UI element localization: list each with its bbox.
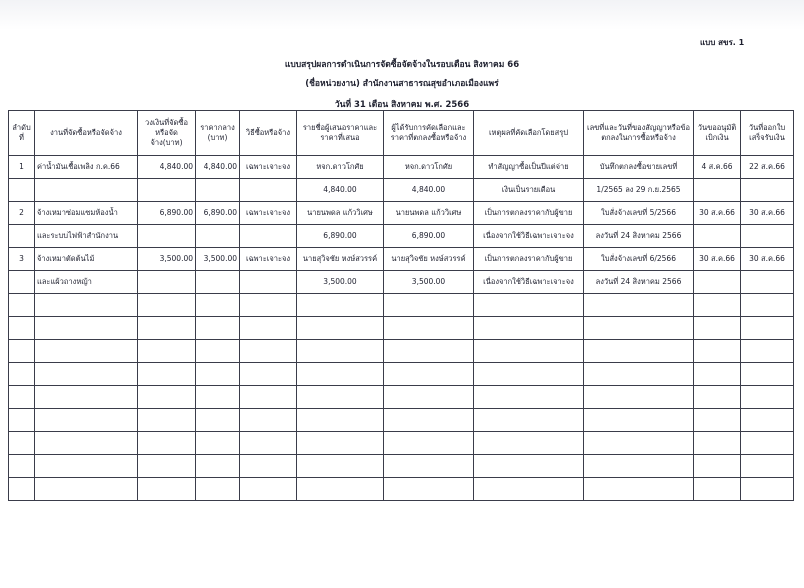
form-code: แบบ สขร. 1	[700, 38, 745, 47]
cell-selected-vendor-and-price	[384, 317, 474, 340]
column-header-procurement-method: วิธีซื้อหรือจ้าง	[240, 111, 297, 156]
cell-bidders-and-prices: 3,500.00	[297, 271, 384, 294]
document-date: วันที่ 31 เดือน สิงหาคม พ.ศ. 2566	[334, 100, 470, 110]
cell-budget-amount	[138, 225, 196, 248]
cell-disbursement-request-date	[694, 317, 741, 340]
cell-procurement-method: เฉพาะเจาะจง	[240, 156, 297, 179]
cell-work-item	[35, 179, 138, 202]
cell-receipt-date	[741, 317, 794, 340]
cell-bidders-and-prices	[297, 455, 384, 478]
cell-median-price	[196, 340, 240, 363]
cell-bidders-and-prices	[297, 294, 384, 317]
cell-median-price	[196, 386, 240, 409]
cell-receipt-date	[741, 455, 794, 478]
cell-selection-reason	[474, 386, 584, 409]
cell-budget-amount	[138, 409, 196, 432]
cell-bidders-and-prices: 4,840.00	[297, 179, 384, 202]
cell-procurement-method	[240, 478, 297, 501]
cell-procurement-method	[240, 294, 297, 317]
cell-contract-no-and-date	[584, 340, 694, 363]
cell-selection-reason	[474, 294, 584, 317]
column-header-seq-no: ลำดับที่	[9, 111, 35, 156]
cell-procurement-method	[240, 409, 297, 432]
cell-budget-amount	[138, 432, 196, 455]
cell-selected-vendor-and-price: 3,500.00	[384, 271, 474, 294]
cell-budget-amount: 3,500.00	[138, 248, 196, 271]
cell-bidders-and-prices: นายสุวิจชัย หงษ์สวรรค์	[297, 248, 384, 271]
cell-budget-amount	[138, 271, 196, 294]
cell-receipt-date	[741, 225, 794, 248]
cell-disbursement-request-date	[694, 225, 741, 248]
cell-budget-amount	[138, 340, 196, 363]
cell-median-price	[196, 432, 240, 455]
cell-procurement-method	[240, 340, 297, 363]
cell-bidders-and-prices	[297, 478, 384, 501]
cell-receipt-date	[741, 179, 794, 202]
cell-median-price: 6,890.00	[196, 202, 240, 225]
cell-median-price: 3,500.00	[196, 248, 240, 271]
cell-bidders-and-prices	[297, 363, 384, 386]
scan-top-shadow	[0, 0, 804, 30]
table-header-row	[9, 111, 794, 156]
column-header-work-item: งานที่จัดซื้อหรือจัดจ้าง	[35, 111, 138, 156]
cell-selection-reason	[474, 478, 584, 501]
cell-procurement-method	[240, 432, 297, 455]
cell-seq-no	[9, 478, 35, 501]
cell-selected-vendor-and-price	[384, 363, 474, 386]
cell-procurement-method	[240, 455, 297, 478]
cell-contract-no-and-date: ใบสั่งจ้างเลขที่ 5/2566	[584, 202, 694, 225]
cell-median-price	[196, 317, 240, 340]
cell-receipt-date: 22 ส.ค.66	[741, 156, 794, 179]
cell-disbursement-request-date	[694, 432, 741, 455]
column-header-disbursement-request-date: วันขออนุมัติเบิกเงิน	[694, 111, 741, 156]
cell-contract-no-and-date	[584, 386, 694, 409]
cell-disbursement-request-date	[694, 455, 741, 478]
cell-seq-no	[9, 409, 35, 432]
cell-selected-vendor-and-price: นายนพดล แก้ววิเศษ	[384, 202, 474, 225]
column-header-median-price: ราคากลาง (บาท)	[196, 111, 240, 156]
column-header-receipt-date: วันที่ออกใบเสร็จรับเงิน	[741, 111, 794, 156]
cell-selected-vendor-and-price: 6,890.00	[384, 225, 474, 248]
cell-receipt-date	[741, 432, 794, 455]
cell-bidders-and-prices	[297, 317, 384, 340]
cell-selected-vendor-and-price: หจก.ดาวโกศัย	[384, 156, 474, 179]
cell-median-price	[196, 294, 240, 317]
cell-contract-no-and-date: 1/2565 ลง 29 ก.ย.2565	[584, 179, 694, 202]
cell-work-item: จ้างเหมาซ่อมแซมห้องน้ำ	[35, 202, 138, 225]
cell-work-item: ค่าน้ำมันเชื้อเพลิง ก.ค.66	[35, 156, 138, 179]
cell-disbursement-request-date	[694, 271, 741, 294]
cell-selected-vendor-and-price	[384, 478, 474, 501]
cell-median-price	[196, 225, 240, 248]
cell-disbursement-request-date	[694, 294, 741, 317]
cell-median-price	[196, 179, 240, 202]
cell-contract-no-and-date: บันทึกตกลงซื้อขายเลขที่	[584, 156, 694, 179]
cell-selection-reason: เป็นการตกลงราคากับผู้ขาย	[474, 202, 584, 225]
table-row	[9, 363, 794, 386]
cell-selected-vendor-and-price	[384, 294, 474, 317]
cell-receipt-date	[741, 271, 794, 294]
cell-selection-reason: เนื่องจากใช้วิธีเฉพาะเจาะจง	[474, 271, 584, 294]
column-header-selection-reason: เหตุผลที่คัดเลือกโดยสรุป	[474, 111, 584, 156]
cell-seq-no	[9, 363, 35, 386]
cell-median-price	[196, 478, 240, 501]
cell-contract-no-and-date	[584, 409, 694, 432]
cell-budget-amount	[138, 294, 196, 317]
cell-selection-reason: ทำสัญญาซื้อเป็นปีแต่จ่าย	[474, 156, 584, 179]
document-title: แบบสรุปผลการดำเนินการจัดซื้อจัดจ้างในรอบเดือน สิงหาคม 66	[284, 60, 520, 70]
cell-selected-vendor-and-price	[384, 340, 474, 363]
table-row	[9, 179, 794, 202]
cell-bidders-and-prices	[297, 340, 384, 363]
cell-disbursement-request-date	[694, 386, 741, 409]
cell-seq-no: 3	[9, 248, 35, 271]
cell-budget-amount	[138, 317, 196, 340]
table-row	[9, 432, 794, 455]
cell-selection-reason	[474, 409, 584, 432]
cell-receipt-date	[741, 363, 794, 386]
cell-seq-no	[9, 179, 35, 202]
table-row	[9, 202, 794, 225]
cell-selection-reason	[474, 340, 584, 363]
cell-work-item: จ้างเหมาตัดต้นไม้	[35, 248, 138, 271]
cell-receipt-date	[741, 409, 794, 432]
procurement-summary-table	[8, 110, 794, 501]
cell-seq-no: 2	[9, 202, 35, 225]
cell-procurement-method	[240, 225, 297, 248]
cell-median-price	[196, 409, 240, 432]
table-row	[9, 294, 794, 317]
cell-bidders-and-prices: หจก.ดาวโกศัย	[297, 156, 384, 179]
cell-selected-vendor-and-price	[384, 386, 474, 409]
cell-contract-no-and-date	[584, 363, 694, 386]
cell-receipt-date	[741, 478, 794, 501]
cell-bidders-and-prices	[297, 409, 384, 432]
cell-contract-no-and-date: ลงวันที่ 24 สิงหาคม 2566	[584, 225, 694, 248]
table-row	[9, 409, 794, 432]
table-row	[9, 248, 794, 271]
cell-selection-reason: เงินเป็นรายเดือน	[474, 179, 584, 202]
table-row	[9, 386, 794, 409]
cell-work-item	[35, 455, 138, 478]
cell-bidders-and-prices: 6,890.00	[297, 225, 384, 248]
cell-median-price	[196, 363, 240, 386]
cell-disbursement-request-date	[694, 478, 741, 501]
column-header-contract-no-and-date: เลขที่และวันที่ของสัญญาหรือข้อตกลงในการซื้อหรือจ้าง	[584, 111, 694, 156]
cell-procurement-method	[240, 363, 297, 386]
cell-bidders-and-prices	[297, 432, 384, 455]
cell-seq-no	[9, 271, 35, 294]
cell-disbursement-request-date	[694, 363, 741, 386]
cell-selected-vendor-and-price: นายสุวิจชัย หงษ์สวรรค์	[384, 248, 474, 271]
cell-seq-no	[9, 455, 35, 478]
cell-work-item: และระบบไฟฟ้าสำนักงาน	[35, 225, 138, 248]
cell-selection-reason	[474, 455, 584, 478]
cell-contract-no-and-date	[584, 317, 694, 340]
table-row	[9, 156, 794, 179]
cell-budget-amount: 6,890.00	[138, 202, 196, 225]
agency-name: (ชื่อหน่วยงาน) สำนักงานสาธารณสุขอำเภอเมืองแพร่	[305, 79, 499, 89]
cell-seq-no	[9, 340, 35, 363]
cell-work-item	[35, 294, 138, 317]
cell-contract-no-and-date	[584, 455, 694, 478]
cell-disbursement-request-date	[694, 340, 741, 363]
cell-work-item	[35, 386, 138, 409]
cell-seq-no	[9, 317, 35, 340]
cell-disbursement-request-date: 4 ส.ค.66	[694, 156, 741, 179]
cell-seq-no	[9, 386, 35, 409]
cell-median-price	[196, 271, 240, 294]
cell-procurement-method	[240, 386, 297, 409]
cell-disbursement-request-date	[694, 409, 741, 432]
table-row	[9, 478, 794, 501]
cell-selection-reason	[474, 317, 584, 340]
cell-receipt-date	[741, 386, 794, 409]
cell-procurement-method	[240, 317, 297, 340]
cell-budget-amount	[138, 386, 196, 409]
cell-selection-reason: เนื่องจากใช้วิธีเฉพาะเจาะจง	[474, 225, 584, 248]
cell-median-price: 4,840.00	[196, 156, 240, 179]
cell-seq-no	[9, 294, 35, 317]
cell-budget-amount	[138, 455, 196, 478]
cell-budget-amount: 4,840.00	[138, 156, 196, 179]
cell-procurement-method	[240, 179, 297, 202]
cell-bidders-and-prices: นายนพดล แก้ววิเศษ	[297, 202, 384, 225]
cell-selected-vendor-and-price	[384, 432, 474, 455]
cell-seq-no: 1	[9, 156, 35, 179]
table-row	[9, 225, 794, 248]
cell-budget-amount	[138, 179, 196, 202]
cell-median-price	[196, 455, 240, 478]
cell-contract-no-and-date	[584, 478, 694, 501]
cell-selected-vendor-and-price	[384, 455, 474, 478]
cell-work-item	[35, 478, 138, 501]
cell-receipt-date	[741, 340, 794, 363]
table-row	[9, 340, 794, 363]
cell-procurement-method: เฉพาะเจาะจง	[240, 248, 297, 271]
cell-disbursement-request-date: 30 ส.ค.66	[694, 248, 741, 271]
cell-receipt-date	[741, 294, 794, 317]
cell-selection-reason	[474, 432, 584, 455]
cell-receipt-date: 30 ส.ค.66	[741, 248, 794, 271]
cell-contract-no-and-date	[584, 294, 694, 317]
table-row	[9, 455, 794, 478]
column-header-budget-amount: วงเงินที่จัดซื้อหรือจัดจ้าง(บาท)	[138, 111, 196, 156]
cell-budget-amount	[138, 478, 196, 501]
cell-selected-vendor-and-price: 4,840.00	[384, 179, 474, 202]
cell-contract-no-and-date: ลงวันที่ 24 สิงหาคม 2566	[584, 271, 694, 294]
cell-disbursement-request-date: 30 ส.ค.66	[694, 202, 741, 225]
cell-procurement-method	[240, 271, 297, 294]
cell-seq-no	[9, 432, 35, 455]
cell-work-item	[35, 317, 138, 340]
cell-bidders-and-prices	[297, 386, 384, 409]
cell-selection-reason	[474, 363, 584, 386]
cell-selected-vendor-and-price	[384, 409, 474, 432]
table-row	[9, 317, 794, 340]
column-header-selected-vendor-and-price: ผู้ได้รับการคัดเลือกและราคาที่ตกลงซื้อหรือจ้าง	[384, 111, 474, 156]
column-header-bidders-and-prices: รายชื่อผู้เสนอราคาและราคาที่เสนอ	[297, 111, 384, 156]
cell-work-item: และแผ้วถางหญ้า	[35, 271, 138, 294]
cell-procurement-method: เฉพาะเจาะจง	[240, 202, 297, 225]
cell-contract-no-and-date: ใบสั่งจ้างเลขที่ 6/2566	[584, 248, 694, 271]
cell-selection-reason: เป็นการตกลงราคากับผู้ขาย	[474, 248, 584, 271]
cell-receipt-date: 30 ส.ค.66	[741, 202, 794, 225]
cell-seq-no	[9, 225, 35, 248]
cell-work-item	[35, 432, 138, 455]
cell-work-item	[35, 363, 138, 386]
cell-contract-no-and-date	[584, 432, 694, 455]
cell-disbursement-request-date	[694, 179, 741, 202]
cell-work-item	[35, 409, 138, 432]
table-row	[9, 271, 794, 294]
cell-budget-amount	[138, 363, 196, 386]
cell-work-item	[35, 340, 138, 363]
